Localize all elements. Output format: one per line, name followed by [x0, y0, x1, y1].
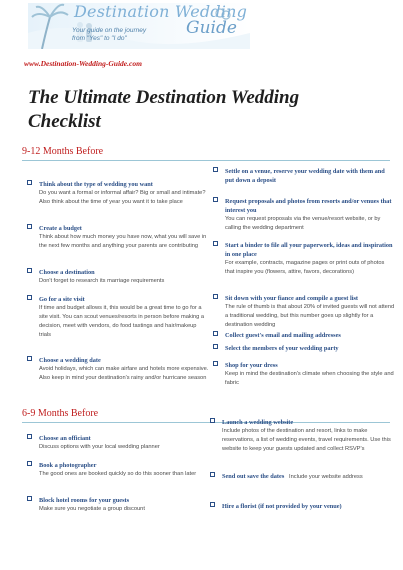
page-title-line-1: The Ultimate Destination Wedding	[28, 87, 300, 108]
checkbox[interactable]	[27, 356, 32, 361]
checkbox[interactable]	[27, 295, 32, 300]
checkbox[interactable]	[210, 472, 215, 477]
item-inline-note: Include your website address	[289, 474, 363, 480]
checklist-item	[39, 461, 209, 479]
section-heading-6-9-months: 6-9 Months Before	[22, 408, 390, 423]
item-title: Request proposals and photos from resorts and/or venues that interest you	[225, 198, 392, 214]
checkbox[interactable]	[213, 167, 218, 172]
checkbox[interactable]	[27, 268, 32, 273]
checkbox[interactable]	[213, 241, 218, 246]
item-title: Shop for your dress	[225, 362, 278, 369]
item-description: Think about how much money you have now, what you will save in the next few months and anything your parents are contributing	[39, 234, 207, 249]
checkbox[interactable]	[210, 502, 215, 507]
checklist-item	[39, 224, 209, 251]
checklist-item	[225, 241, 395, 277]
checklist-item	[225, 361, 395, 388]
item-title: Settle on a venue, reserve your wedding date with them and put down a deposit	[225, 168, 385, 184]
checklist-item	[225, 197, 395, 233]
item-description: Avoid holidays, which can make airfare and hotels more expensive. Also keep in mind your destination's rainy and/or hurricane season	[39, 366, 209, 381]
checkbox[interactable]	[213, 294, 218, 299]
checklist-item	[39, 496, 209, 514]
checkbox[interactable]	[27, 434, 32, 439]
checkbox[interactable]	[213, 361, 218, 366]
logo-title: Destination Wedding	[74, 2, 248, 21]
item-title: Create a budget	[39, 225, 82, 232]
item-description: If time and budget allows it, this would be a great time to go for a site visit. You can scout venues/resorts in person before making a decision, meet with vendors, do food tastings and hair/makeup trials	[39, 305, 205, 338]
checklist-item	[222, 502, 392, 511]
checkbox[interactable]	[213, 331, 218, 336]
checkbox[interactable]	[213, 197, 218, 202]
item-description: Make sure you negotiate a group discount	[39, 506, 145, 512]
checkbox[interactable]	[27, 224, 32, 229]
item-title: Choose a destination	[39, 269, 95, 276]
item-description: For example, contracts, magazine pages or print outs of photos that inspire you (flowers, attire, favors, decorations)	[225, 260, 385, 275]
checklist-item	[225, 294, 395, 330]
item-description: Don't forget to research its marriage requirements	[39, 278, 165, 284]
item-description: Discuss options with your local wedding planner	[39, 444, 160, 450]
item-title: Go for a site visit	[39, 296, 85, 303]
item-title	[222, 472, 392, 482]
site-url-link[interactable]: www.Destination-Wedding-Guide.com	[24, 59, 142, 68]
checklist-item	[225, 331, 395, 340]
checkbox[interactable]	[27, 461, 32, 466]
section-heading-9-12-months: 9-12 Months Before	[22, 146, 390, 161]
item-title: Choose an officiant	[39, 435, 91, 442]
item-title: Collect guest's email and mailing addresses	[225, 332, 341, 339]
item-title: Think about the type of wedding you want	[39, 181, 153, 188]
logo-guide: Guide	[186, 18, 237, 38]
item-title: Block hotel rooms for your guests	[39, 497, 130, 504]
item-description: The rule of thumb is that about 20% of invited guests will not attend a traditional wedding, but this number goes up slightly for a destination wedding	[225, 304, 395, 328]
checklist-item	[39, 180, 209, 207]
item-description: Do you want a formal or informal affair? Big or small and intimate? Also think about the time of year you want it to take place	[39, 190, 206, 205]
item-title: Start a binder to file all your paperwork, ideas and inspiration in one place	[225, 242, 393, 258]
checklist-item	[39, 434, 209, 452]
page-title-line-2: Checklist	[28, 111, 101, 132]
item-title-text: Send out save the dates	[222, 473, 285, 480]
checkbox[interactable]	[27, 180, 32, 185]
header	[0, 0, 403, 52]
checklist-item	[222, 418, 392, 454]
item-title: Hire a florist (if not provided by your venue)	[222, 503, 342, 510]
logo-tagline: Your guide on the journey from "Yes" to "I do"	[72, 27, 147, 42]
checklist-item	[225, 344, 395, 353]
checklist-item	[39, 268, 209, 286]
item-title: Book a photographer	[39, 462, 97, 469]
page-title	[28, 86, 368, 134]
checklist-item	[225, 167, 395, 185]
checklist-item	[39, 295, 209, 340]
item-title: Select the members of your wedding party	[225, 345, 339, 352]
checkbox[interactable]	[210, 418, 215, 423]
checkbox[interactable]	[27, 496, 32, 501]
checklist-item	[222, 472, 392, 482]
checklist-item	[39, 356, 209, 383]
item-title: Launch a wedding website	[222, 419, 294, 426]
item-title: Sit down with your fiance and compile a guest list	[225, 295, 359, 302]
item-description: Include photos of the destination and resort, links to make reservations, a list of wedding events, travel requirements. Use this website to keep your guests updated and collect RSVP's	[222, 428, 391, 452]
item-description: Keep in mind the destination's climate when choosing the style and fabric	[225, 371, 394, 386]
item-description: The good ones are booked quickly so do this sooner than later	[39, 471, 197, 477]
item-title: Choose a wedding date	[39, 357, 101, 364]
checkbox[interactable]	[213, 344, 218, 349]
item-description: You can request proposals via the venue/resort website, or by calling the wedding department	[225, 216, 381, 231]
